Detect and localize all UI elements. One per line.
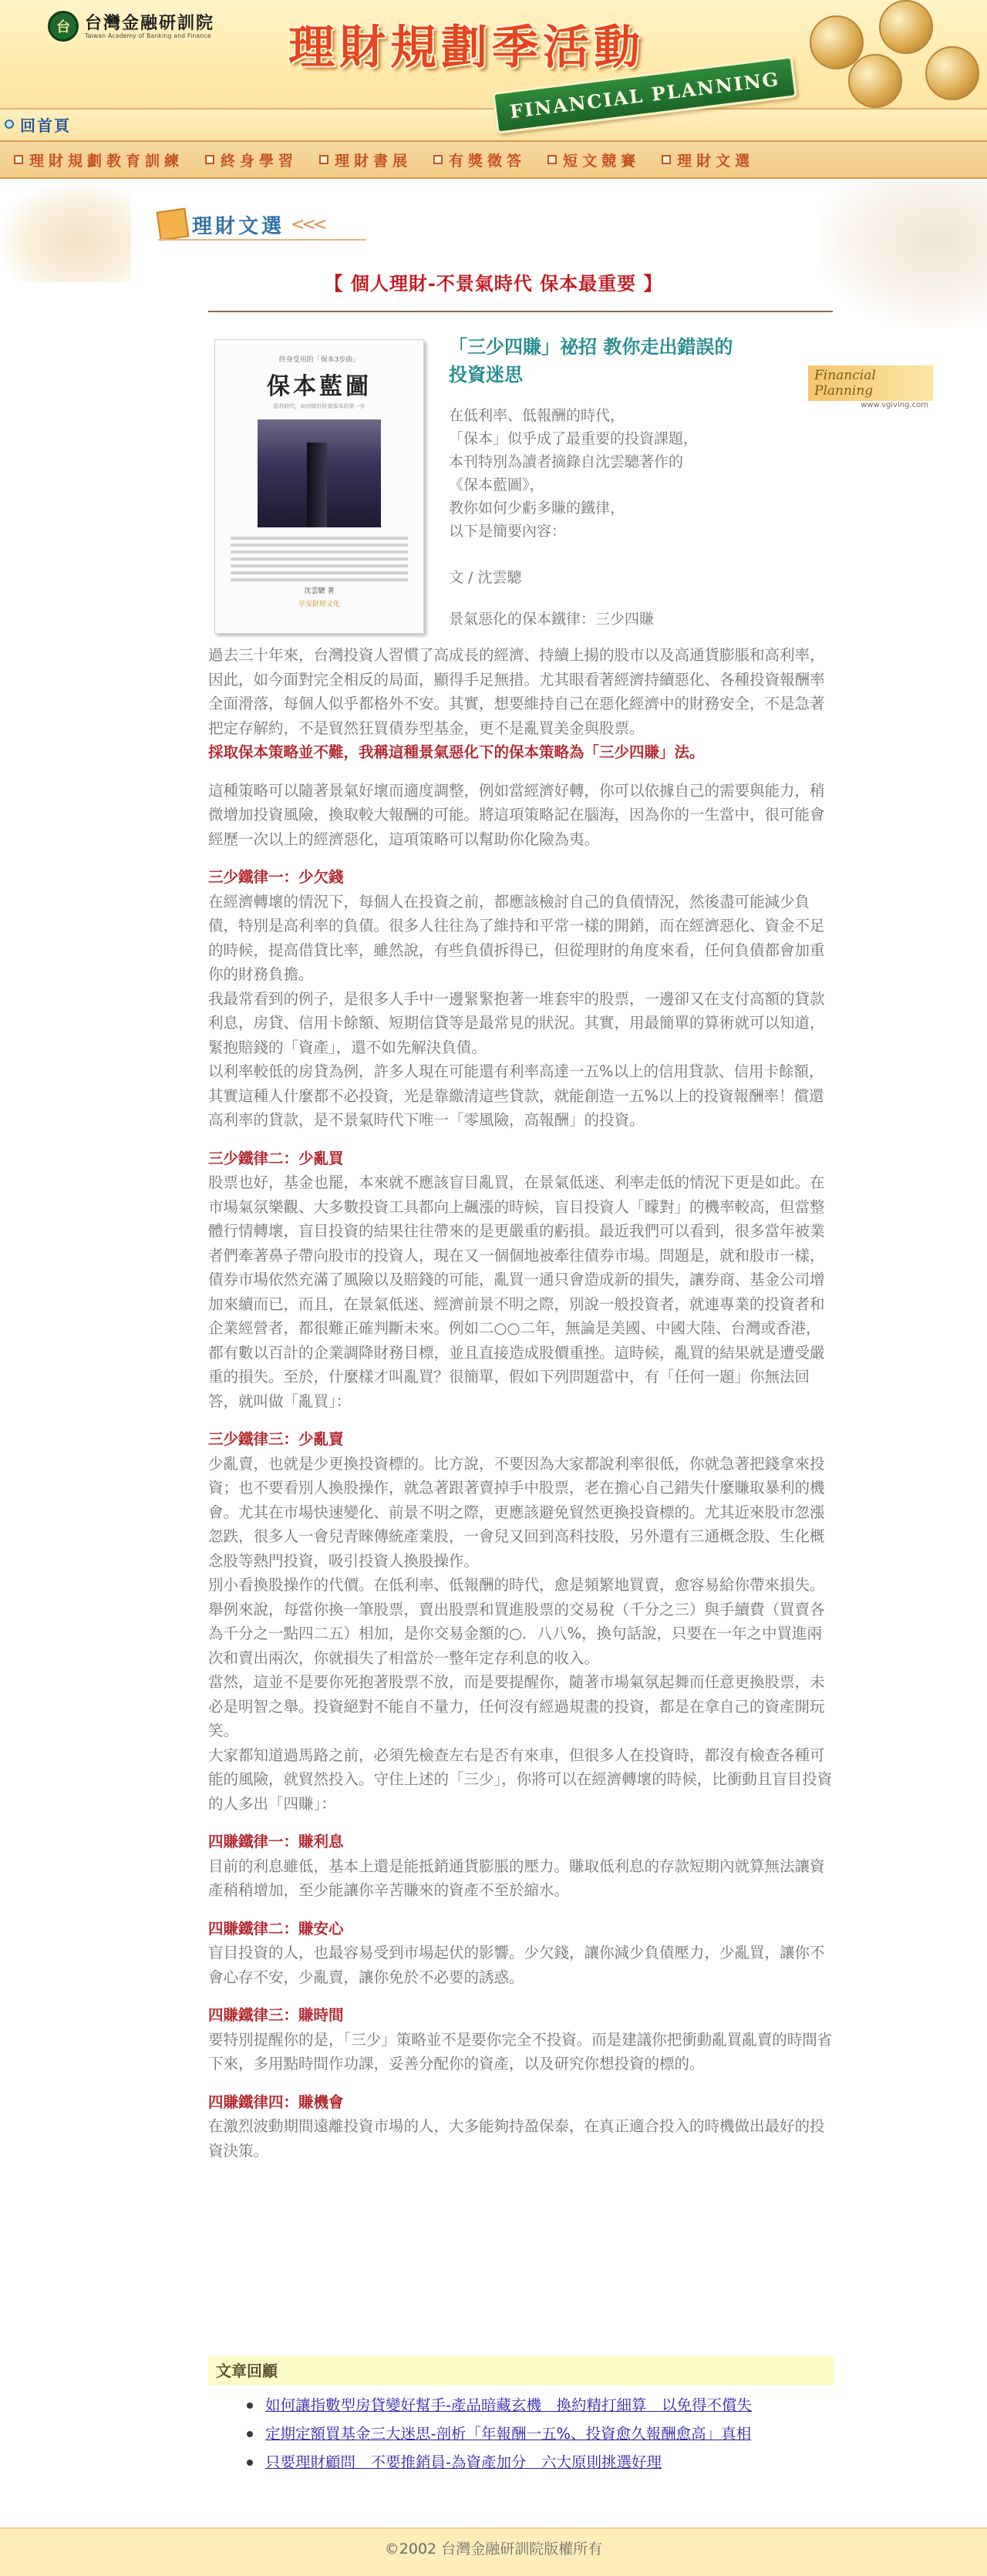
- menu-item-training[interactable]: [3, 140, 194, 179]
- divider: [208, 311, 833, 312]
- logo[interactable]: [48, 6, 248, 46]
- cover-title: 保本藍圖: [267, 373, 372, 400]
- home-link[interactable]: 回首頁: [20, 116, 71, 135]
- paragraph: 在激烈波動期間遠離投資市場的人，大多能夠持盈保泰，在真正適合投入的時機做出最好的投資決策。: [208, 2117, 825, 2160]
- related-article-link[interactable]: 如何讓指數型房貸變好幫手-產品暗藏玄機 換約精打細算 以免得不償失: [265, 2396, 753, 2414]
- menu-item-label: 理財文選: [677, 152, 755, 170]
- cover-photo: [258, 419, 381, 527]
- list-item: [265, 2450, 833, 2474]
- intro-heading-line: 「三少四賺」祕招 教你走出錯誤的: [449, 336, 733, 358]
- related-article-link[interactable]: 定期定額買基金三大迷思-剖析「年報酬一五%、投資愈久報酬愈高」真相: [265, 2425, 752, 2443]
- section-title: 理財文選: [192, 214, 285, 238]
- menu-item-book-fair[interactable]: [308, 140, 423, 179]
- main-menu: [0, 140, 987, 179]
- menu-bullet-icon: [319, 155, 328, 164]
- related-article-link[interactable]: 只要理財顧問 不要推銷員-為資產加分 六大原則挑選好理: [265, 2453, 662, 2471]
- menu-item-lifelong-learning[interactable]: [194, 140, 308, 179]
- article-body: [208, 643, 833, 2163]
- menu-item-label: 有獎徵答: [449, 152, 527, 170]
- menu-item-essay-contest[interactable]: [537, 140, 651, 179]
- intro-line: 以下是簡要內容：: [449, 523, 567, 540]
- paragraph: 在經濟轉壞的情況下，每個人在投資之前，都應該檢討自己的負債情況，然後盡可能減少負債，特別是高利率的負債。很多人往往為了維持和平常一樣的開銷，而在經濟惡化、資金不足的時候，提高借貸比率，雖然說，有些負債拆得已，但從理財的角度來看，任何負債都會加重你的財務負擔。: [208, 892, 825, 983]
- copyright-text: ©2002 台灣金融研訓院版權所有: [384, 2541, 603, 2557]
- menu-bullet-icon: [14, 155, 23, 164]
- intro-heading: [449, 333, 811, 389]
- rule-heading: 四賺鐵律一：賺利息: [208, 1833, 344, 1850]
- rule-heading: 三少鐵律二：少亂買: [208, 1149, 344, 1167]
- logo-emblem-icon: 台: [48, 11, 79, 42]
- paragraph: 目前的利息雖低，基本上還是能抵銷通貨膨脹的壓力。賺取低利息的存款短期內就算無法讓資產稍稍增加，至少能讓你辛苦賺來的資產不至於縮水。: [208, 1857, 825, 1899]
- menu-bullet-icon: [433, 155, 443, 164]
- header-banner: [0, 0, 987, 140]
- menu-item-label: 短文競賽: [563, 152, 641, 170]
- cover-description: 低利時代，如何做好財富保本的第一步: [273, 403, 365, 409]
- coins-illustration: [787, 0, 987, 108]
- logo-name: 台灣金融研訓院: [85, 12, 215, 33]
- banner-ribbon: FINANCIAL PLANNING: [492, 56, 797, 133]
- paragraph: 大家都知道過馬路之前，必須先檢查左右是否有來車，但很多人在投資時，都沒有檢查各種可能的風險，就貿然投入。守住上述的「三少」，你將可以在經濟轉壞的時候，比衝動且盲目投資的人多出「四賺」：: [208, 1746, 833, 1813]
- menu-bullet-icon: [662, 155, 671, 164]
- rule-heading: 三少鐵律三：少亂賣: [208, 1430, 344, 1448]
- cover-author: 沈雲驄 著: [304, 588, 335, 595]
- paragraph: 這種策略可以隨著景氣好壞而適度調整，例如當經濟好轉，你可以依據自己的需要與能力，稍微增加投資風險，換取較大報酬的可能。將這項策略記在腦海，因為你的一生當中，很可能會經歷一次以上的經濟惡化，這項策略可以幫助你化險為夷。: [208, 781, 825, 848]
- section-header: [158, 207, 366, 242]
- cover-publisher: 早安財經文化: [298, 601, 340, 608]
- paragraph: 過去三十年來，台灣投資人習慣了高成長的經濟、持續上揚的股市以及高通貨膨脹和高利率，因此，如今面對完全相反的局面，顯得手足無措。尤其眼看著經濟持續惡化、各種投資報酬率全面滑落，每個人似乎都格外不安。其實，想要維持自己在惡化經濟中的財務安全，不是急著把定存解約，不是貿然狂買債券型基金，更不是亂買美金與股票。: [208, 646, 825, 737]
- article-subtitle: 景氣惡化的保本鐵律：三少四賺: [449, 611, 655, 628]
- related-articles-heading: 文章回顧: [208, 2356, 834, 2386]
- paragraph: 我最常看到的例子，是很多人手中一邊緊緊抱著一堆套牢的股票，一邊卻又在支付高額的貸款利息，房貸、信用卡餘額、短期信貸等是最常見的狀況。其實，用最簡單的算術就可以知道，緊抱賠錢的「資產」，還不如先解決負債。: [208, 989, 825, 1056]
- list-item: [265, 2393, 833, 2417]
- home-bar: [0, 111, 154, 137]
- menu-bullet-icon: [205, 155, 214, 164]
- list-item: [265, 2422, 833, 2446]
- book-icon: [157, 208, 190, 241]
- menu-item-label: 理財書展: [335, 152, 413, 170]
- menu-bullet-icon: [547, 155, 557, 164]
- intro-heading-line: 投資迷思: [449, 364, 523, 386]
- banner-title: 理財規劃季活動: [288, 21, 645, 75]
- paragraph: 少亂賣，也就是少更換投資標的。比方說，不要因為大家都說利率很低，你就急著把錢拿來投資；也不要看別人換股操作，就急著跟著賣掉手中股票，老在擔心自己錯失什麼賺取暴利的機會。尤其在市場快速變化、前景不明之際，更應該避免貿然更換投資標的。尤其近來股市忽漲忽跌，很多人一會兒青睞傳統產業股，一會兒又回到高科技股，另外還有三通概念股、生化概念股等熱門投資，吸引投資人換股操作。: [208, 1454, 825, 1570]
- related-articles-list: [234, 2393, 833, 2479]
- logo-english-name: Taiwan Academy of Banking and Finance: [85, 32, 211, 39]
- paragraph: 股票也好，基金也罷，本來就不應該盲目亂買，在景氣低迷、利率走低的情況下更是如此。在市場氣氛樂觀、大多數投資工具都向上飆漲的時候，盲目投資人「矇對」的機率較高，但當整體行情轉壞，盲目投資的結果往往帶來的是更嚴重的虧損。最近我們可以看到，很多當年被業者們牽著鼻子帶向股市的投資人，現在又一個個地被牽往債券市場。問題是，就和股市一樣，債券市場依然充滿了風險以及賠錢的可能，亂買一通只會造成新的損失，讓券商、基金公司增加來續而已，而且，在景氣低迷、經濟前景不明之際，別說一般投資者，就連專業的投資者和企業經營者，都很難正確判斷未來。例如二○○二年，無論是美國、中國大陸、台灣或香港，都有數以百計的企業調降財務目標，並且直接造成股價重挫。這時候，亂買的結果就是遭受嚴重的損失。至於，什麼樣才叫亂買？很簡單，假如下列問題當中，有「任何一題」你無法回答，就叫做「亂買」：: [208, 1174, 825, 1410]
- menu-item-label: 理財規劃教育訓練: [29, 152, 184, 170]
- financial-planning-badge: [808, 365, 933, 409]
- paragraph: 要特別提醒你的是，「三少」策略並不是要你完全不投資。而是建議你把衝動亂買亂賣的時間省下來，多用點時間作功課，妥善分配你的資產，以及研究你想投資的標的。: [208, 2030, 833, 2073]
- paragraph: 當然，這並不是要你死抱著股票不放，而是要提醒你，隨著市場氣氛起舞而任意更換股票，未必是明智之舉。投資絕對不能自不量力，任何沒有經過規畫的投資，都是在拿自己的資產開玩笑。: [208, 1673, 825, 1739]
- highlight-paragraph: 採取保本策略並不難，我稱這種景氣惡化下的保本策略為「三少四賺」法。: [208, 743, 705, 761]
- article-author: 文 / 沈雲驄: [449, 569, 522, 586]
- intro-line: 《保本藍圖》，: [449, 476, 544, 493]
- intro-line: 教你如何少虧多賺的鐵律，: [449, 500, 625, 517]
- badge-url: www.vgiving.com: [861, 401, 928, 409]
- rule-heading: 三少鐵律一：少欠錢: [208, 868, 344, 886]
- intro-line: 在低利率、低報酬的時代，: [449, 407, 625, 424]
- coffee-cup-decoration: [0, 182, 131, 282]
- paragraph: 以利率較低的房貸為例，許多人現在可能還有利率高達一五%以上的信用貸款、信用卡餘額，其實這種人什麼都不必投資，光是靠繳清這些貸款，就能創造一五%以上的投資報酬率！償還高利率的貸款，是不景氣時代下唯一「零風險，高報酬」的投資。: [208, 1062, 824, 1129]
- rule-heading: 四賺鐵律三：賺時間: [208, 2006, 344, 2024]
- footer: [0, 2527, 987, 2576]
- chevron-left-icon: <<<: [291, 214, 325, 234]
- bullet-icon: [5, 120, 14, 129]
- paragraph: 盲目投資的人，也最容易受到市場起伏的影響。少欠錢，讓你減少負債壓力，少亂買，讓你不會心存不安，少亂賣，讓你免於不必要的誘惑。: [208, 1944, 825, 1986]
- intro-text: [449, 404, 811, 543]
- book-cover-image: [214, 339, 424, 634]
- menu-item-articles[interactable]: [651, 140, 765, 179]
- menu-item-label: 終身學習: [221, 152, 298, 170]
- intro-line: 「保本」似乎成了最重要的投資課題，: [449, 430, 699, 447]
- article-title: 【 個人理財-不景氣時代 保本最重要 】: [324, 273, 663, 295]
- rule-heading: 四賺鐵律二：賺安心: [208, 1919, 344, 1938]
- cover-subtitle: 終身受用的「保本3步曲」: [278, 356, 360, 364]
- compass-decoration: [817, 182, 987, 328]
- menu-item-quiz[interactable]: [423, 140, 537, 179]
- paragraph: 別小看換股操作的代價。在低利率、低報酬的時代，愈是頻繁地買賣，愈容易給你帶來損失。舉例來說，每當你換一筆股票，賣出股票和買進股票的交易稅（千分之三）與手續費（買賣各為千分之一點四二五）相加，是你交易金額的○．八八%，換句話說，只要在一年之中買進兩次和賣出兩次，你就損失了相當於一整年定存利息的收入。: [208, 1576, 825, 1667]
- badge-title: Financial Planning: [808, 365, 933, 401]
- cover-text-lines: [227, 537, 411, 581]
- intro-line: 本刊特別為讀者摘錄自沈雲驄著作的: [449, 453, 684, 470]
- rule-heading: 四賺鐵律四：賺機會: [208, 2093, 344, 2111]
